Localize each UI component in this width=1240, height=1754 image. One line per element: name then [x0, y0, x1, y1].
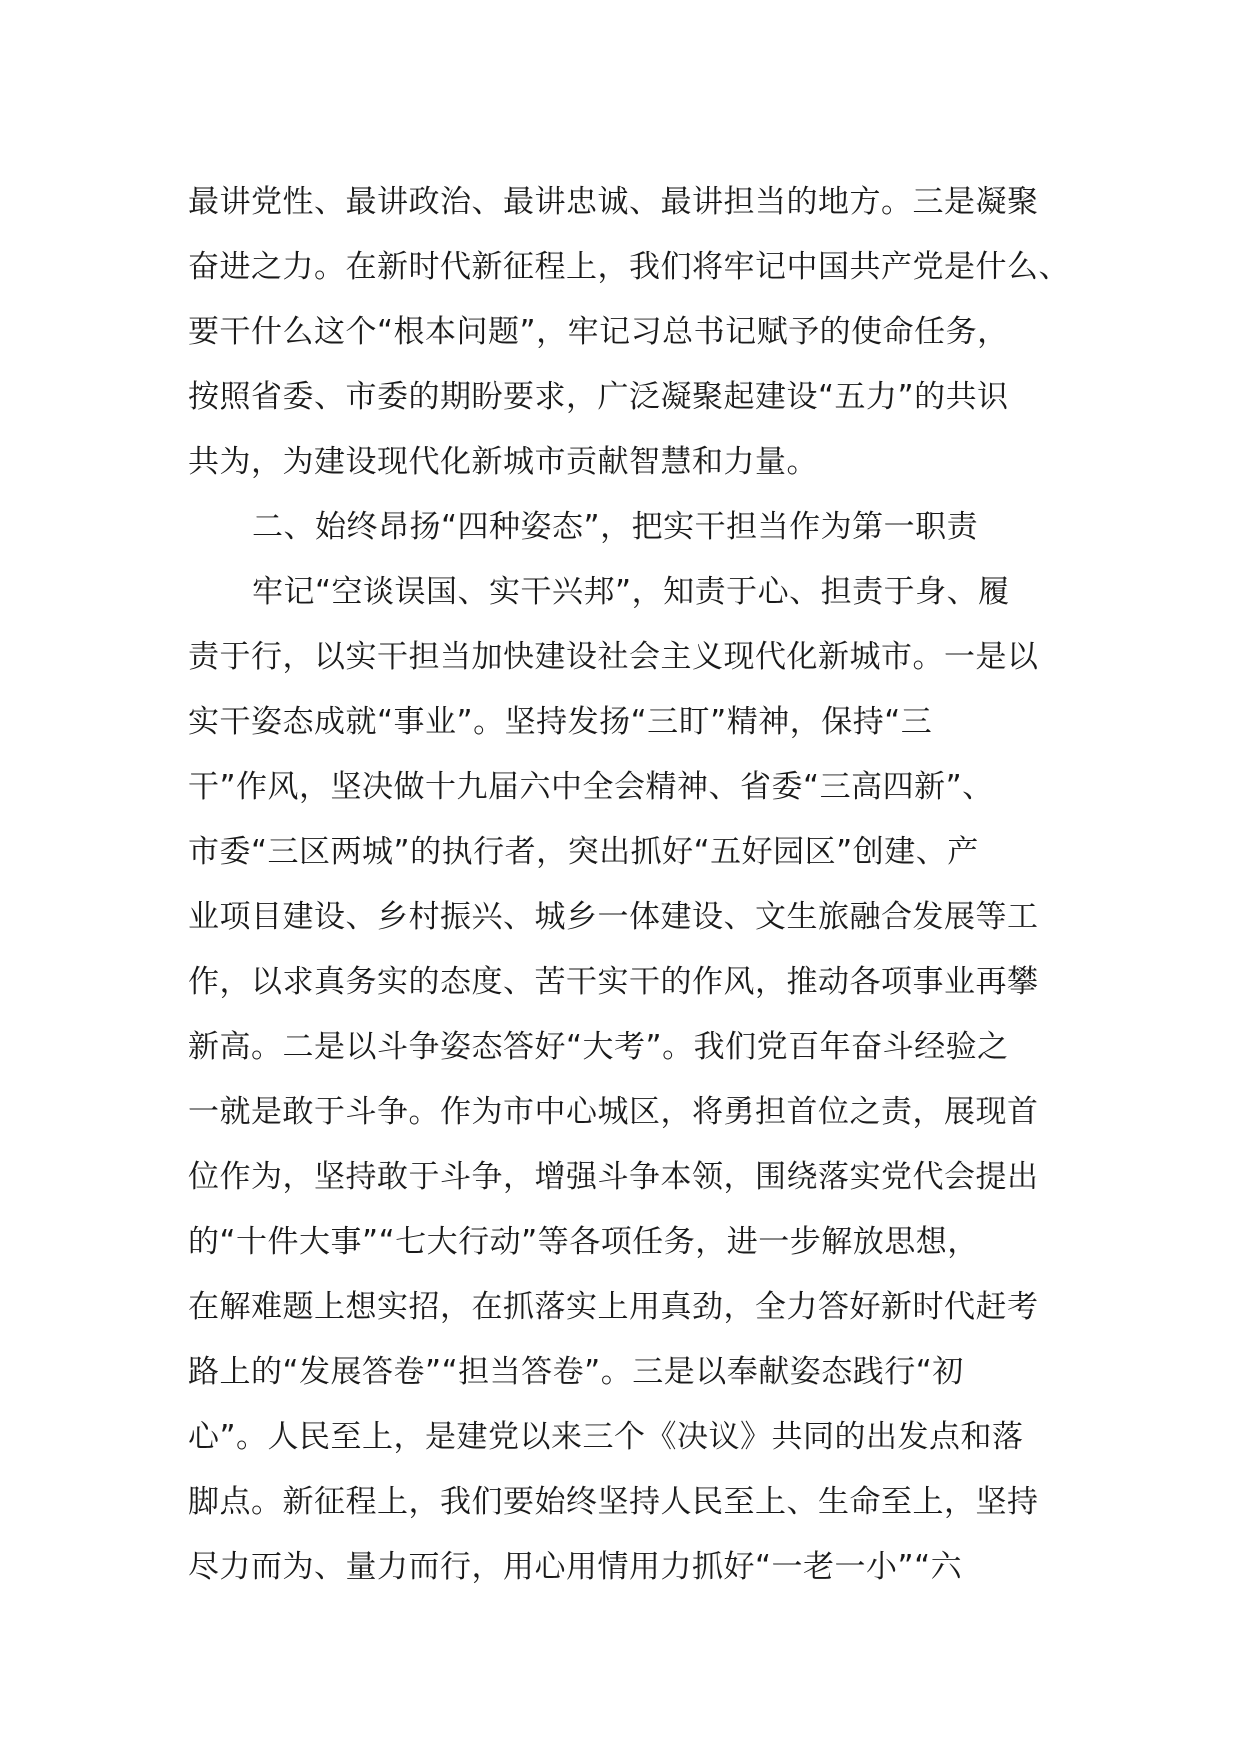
text-line: 最讲党性、最讲政治、最讲忠诚、最讲担当的地方。三是凝聚 — [188, 184, 1039, 220]
body-text — [188, 170, 1068, 1600]
text-line: 奋进之力。在新时代新征程上，我们将牢记中国共产党是什么、 — [188, 249, 1070, 285]
section-heading: 二、始终昂扬“四种姿态”，把实干担当作为第一职责 — [252, 509, 979, 545]
text-line: 责于行，以实干担当加快建设社会主义现代化新城市。一是以 — [188, 639, 1039, 675]
text-line: 新高。二是以斗争姿态答好“大考”。我们党百年奋斗经验之 — [188, 1029, 1009, 1065]
text-line: 市委“三区两城”的执行者，突出抓好“五好园区”创建、产 — [188, 834, 979, 870]
text-line: 脚点。新征程上，我们要始终坚持人民至上、生命至上，坚持 — [188, 1484, 1039, 1520]
text-line: 作，以求真务实的态度、苦干实干的作风，推动各项事业再攀 — [188, 964, 1039, 1000]
text-line: 干”作风，坚决做十九届六中全会精神、省委“三高四新”、 — [188, 769, 994, 805]
text-line: 一就是敢于斗争。作为市中心城区，将勇担首位之责，展现首 — [188, 1094, 1039, 1130]
text-line: 要干什么这个“根本问题”，牢记习总书记赋予的使命任务， — [188, 314, 1009, 350]
text-line: 牢记“空谈误国、实干兴邦”，知责于心、担责于身、履 — [252, 574, 1010, 610]
text-line: 的“十件大事”“七大行动”等各项任务，进一步解放思想， — [188, 1224, 979, 1260]
text-line: 在解难题上想实招，在抓落实上用真劲，全力答好新时代赶考 — [188, 1289, 1039, 1325]
text-line: 心”。人民至上，是建党以来三个《决议》共同的出发点和落 — [188, 1419, 1024, 1455]
text-line: 尽力而为、量力而行，用心用情用力抓好“一老一小”“六 — [188, 1549, 963, 1585]
text-line: 路上的“发展答卷”“担当答卷”。三是以奉献姿态践行“初 — [188, 1354, 964, 1390]
text-line: 实干姿态成就“事业”。坚持发扬“三盯”精神，保持“三 — [188, 704, 933, 740]
text-line: 共为，为建设现代化新城市贡献智慧和力量。 — [188, 444, 818, 480]
text-line: 按照省委、市委的期盼要求，广泛凝聚起建设“五力”的共识 — [188, 379, 1009, 415]
text-line: 业项目建设、乡村振兴、城乡一体建设、文生旅融合发展等工 — [188, 899, 1039, 935]
text-line: 位作为，坚持敢于斗争，增强斗争本领，围绕落实党代会提出 — [188, 1159, 1039, 1195]
